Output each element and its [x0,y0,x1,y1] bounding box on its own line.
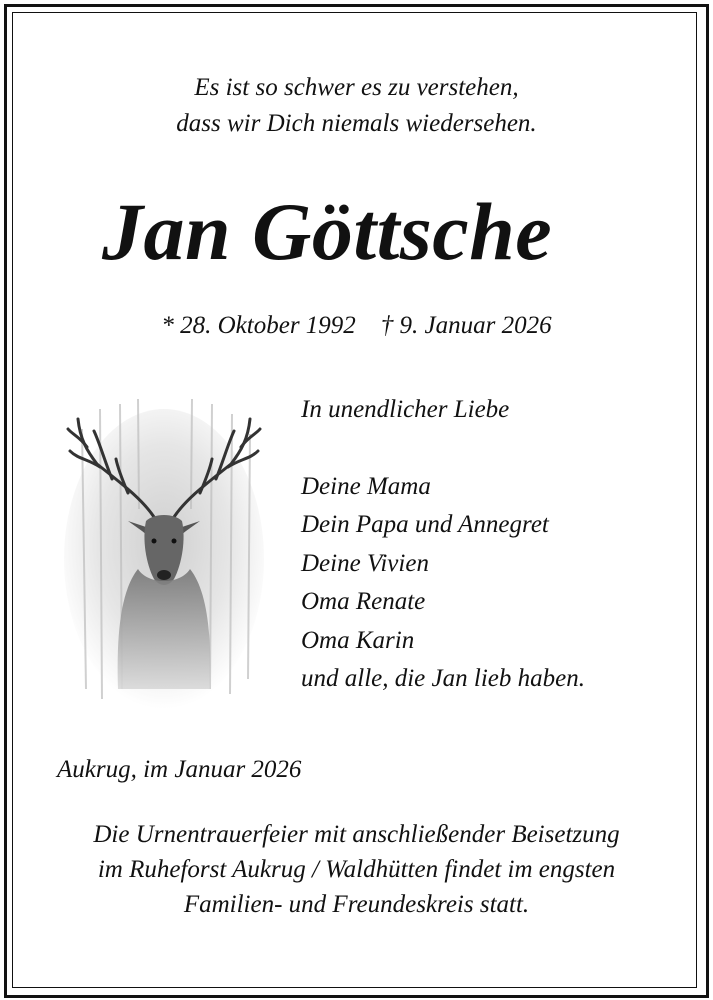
funeral-notice [0,817,713,922]
life-dates [0,308,713,344]
verse-line-2: dass wir Dich niemals wiedersehen. [176,110,537,137]
mourner-line: und alle, die Jan lieb haben. [301,665,585,693]
deceased-name: Jan Göttsche [102,186,553,277]
birth-date: * 28. Oktober 1992 [161,312,356,339]
stag-illustration-icon [42,389,286,719]
mourners-intro: In unendlicher Liebe [301,396,510,423]
mourner-line: Oma Karin [301,626,415,654]
place-and-date: Aukrug, im Januar 2026 [57,756,302,783]
death-date: † 9. Januar 2026 [380,312,552,339]
mourner-line: Deine Mama [301,473,431,500]
verse-line-1: Es ist so schwer es zu verstehen, [194,74,519,101]
mourners-block [301,392,585,698]
notice-line: Die Urnentrauerfeier mit anschließender Beisetzung [93,821,620,848]
mourner-line: Oma Renate [301,588,426,616]
mourner-line: Dein Papa und Annegret [301,511,549,539]
notice-line: im Ruheforst Aukrug / Waldhütten findet im engsten [97,856,616,883]
mourner-line: Deine Vivien [301,549,429,577]
notice-line: Familien- und Freundeskreis statt. [183,891,530,918]
